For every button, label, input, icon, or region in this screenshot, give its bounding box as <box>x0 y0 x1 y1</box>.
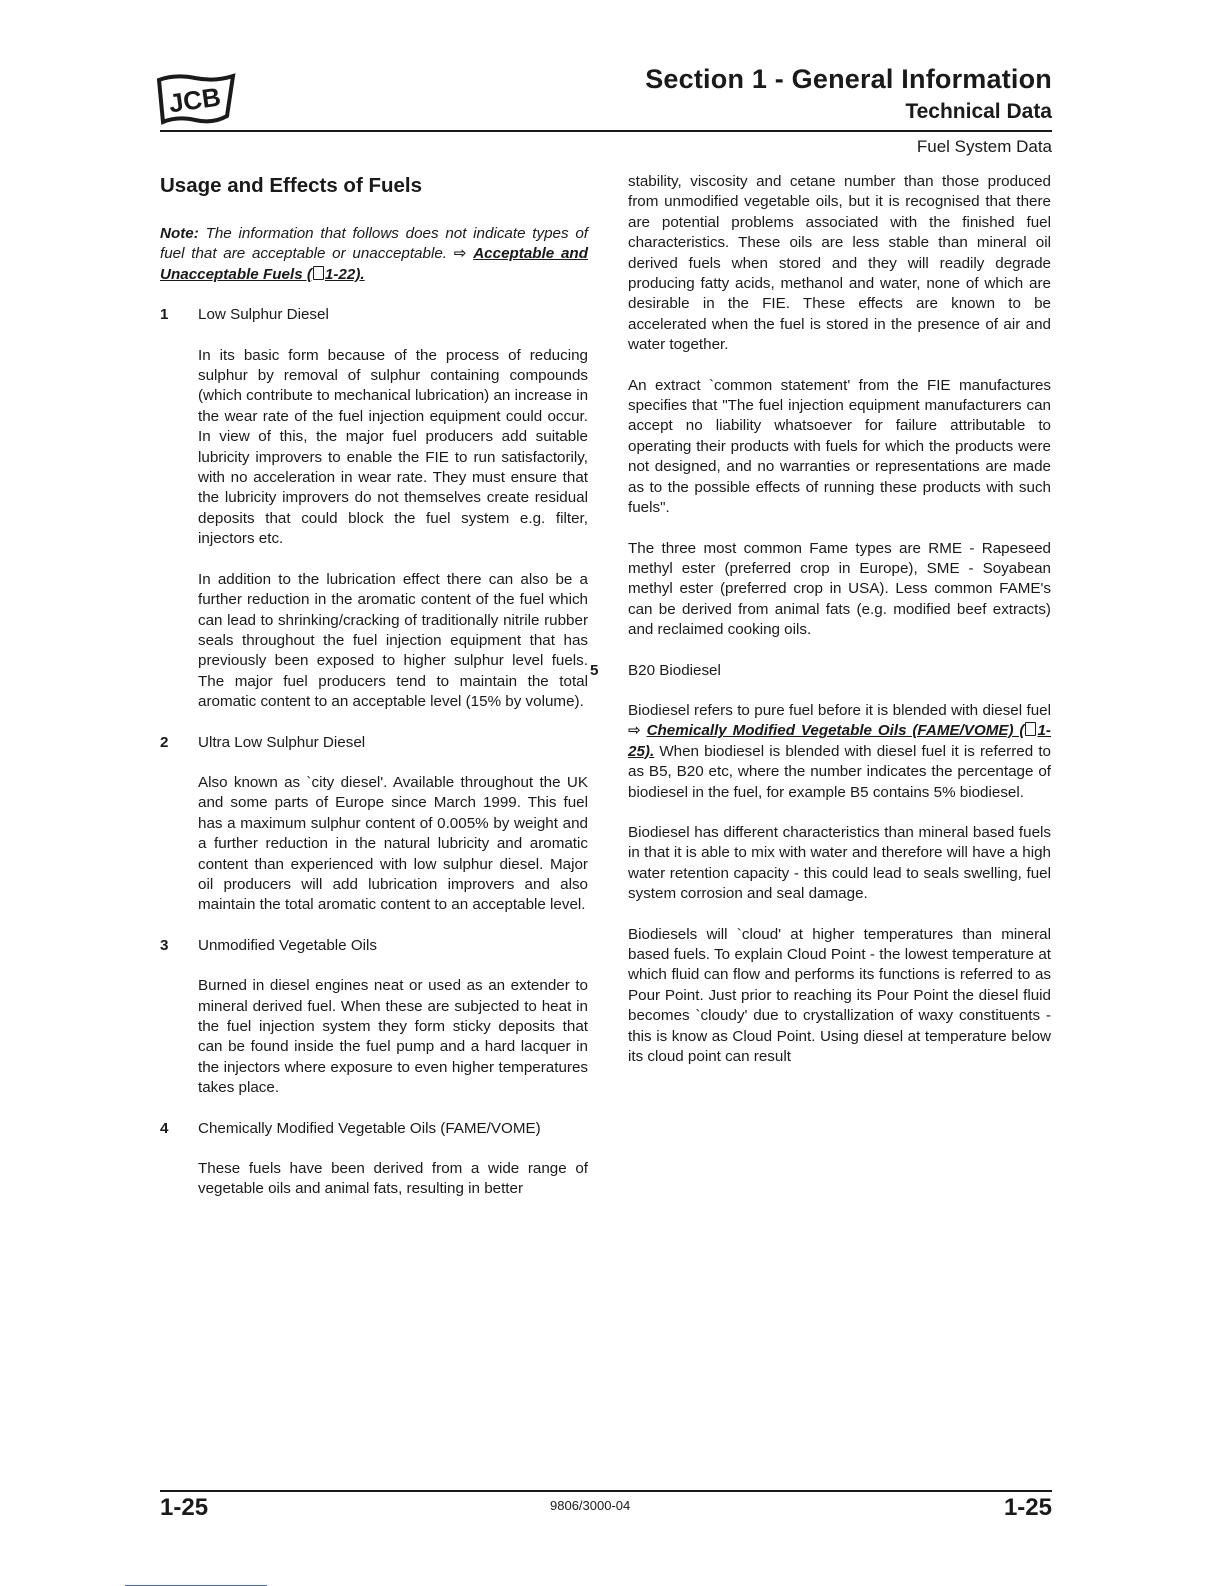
page-number-left: 1-25 <box>160 1494 209 1521</box>
item-title: Chemically Modified Vegetable Oils (FAME/VOME) <box>198 1119 541 1137</box>
item-number: 4 <box>160 1119 169 1137</box>
list-item <box>590 661 1051 681</box>
right-column <box>590 172 1051 1087</box>
chemically-modified-oils-link-text: Chemically Modified Vegetable Oils (FAME/VOME) ( <box>646 722 1025 740</box>
left-column <box>160 172 588 1220</box>
footer-divider <box>160 1490 1052 1492</box>
paragraph-text: Biodiesel refers to pure fuel before it is blended with diesel fuel <box>628 701 1051 719</box>
header-divider <box>160 130 1052 132</box>
document-code: 9806/3000-04 <box>550 1498 631 1513</box>
logo-text: JCB <box>166 81 223 119</box>
sub-title: Technical Data <box>905 100 1052 123</box>
paragraph <box>628 701 1051 803</box>
note-text: The information that follows does not indicate types of fuel that are acceptable or unacceptable. <box>160 225 588 263</box>
acceptable-fuels-link-page: 1-22). <box>324 265 365 283</box>
list-item <box>160 305 588 325</box>
page-heading: Usage and Effects of Fuels <box>160 174 423 197</box>
paragraph: Burned in diesel engines neat or used as an extender to mineral derived fuel. When these are subjected to heat in the fuel injection system they form sticky deposits that can be found inside the fuel pump and a hard lacquer in the injectors where exposure to even higher temperatures takes place. <box>198 977 588 1097</box>
link-arrow-icon: ⇨ <box>628 722 641 740</box>
list-item <box>160 1119 588 1139</box>
paragraph: The three most common Fame types are RME - Rapeseed methyl ester (preferred crop in Europe), SME - Soyabean methyl ester (preferred crop in USA). Less common FAME's can be derived from animal fats (e.g. modified beef extracts) and reclaimed cooking oils. <box>628 539 1051 639</box>
page-ref-icon <box>313 266 324 280</box>
acceptable-fuels-link-text: Acceptable and Unacceptable Fuels ( <box>160 245 588 283</box>
item-title: Unmodified Vegetable Oils <box>198 936 377 954</box>
link-arrow-icon: ⇨ <box>453 245 467 263</box>
paragraph: These fuels have been derived from a wide range of vegetable oils and animal fats, resulting in better <box>198 1160 588 1198</box>
item-number: 5 <box>590 661 599 679</box>
paragraph: Biodiesel has different characteristics than mineral based fuels in that it is able to mix with water and therefore will have a high water retention capacity - this could lead to seals swelling, fuel system corrosion and seal damage. <box>628 823 1051 903</box>
item-5-block <box>590 661 1051 1068</box>
paragraph: Biodiesels will `cloud' at higher temperatures than mineral based fuels. To explain Cloud Point - the lowest temperature at which fluid can flow and performs its functions is referred to as Pour Point. Just prior to reaching its Pour Point the diesel fluid becomes `cloudy' due to crystallization of waxy constituents - this is know as Cloud Point. Using diesel at temperature below its cloud point can result <box>628 925 1051 1066</box>
item-number: 3 <box>160 936 169 954</box>
page-ref-icon <box>1025 722 1036 736</box>
paragraph: stability, viscosity and cetane number than those produced from unmodified vegetable oils, but it is recognised that there are potential problems associated with the finished fuel characteristics. These oils are less stable than mineral oil derived fuels when stored and they will readily degrade producing fatty acids, methanol and water, none of which are desirable in the FIE. These effects are known to be accelerated when the fuel is stored in the presence of air and water together. <box>628 173 1051 354</box>
list-item <box>160 936 588 956</box>
chemically-modified-oils-link-page: 1-25). <box>628 722 1051 760</box>
page-number-right: 1-25 <box>1003 1494 1052 1521</box>
item-title: B20 Biodiesel <box>628 661 721 679</box>
note-label: Note: <box>160 225 199 242</box>
paragraph: In addition to the lubrication effect there can also be a further reduction in the aromatic content of the fuel which can lead to shrinking/cracking of traditionally nitrile rubber seals throughout the fuel injection equipment that has previously been exposed to higher sulphur level fuels. The major fuel producers tend to maintain the total aromatic content to an acceptable level (15% by volume). <box>198 570 588 711</box>
list-item <box>160 733 588 753</box>
item-number: 2 <box>160 733 169 751</box>
item-title: Ultra Low Sulphur Diesel <box>198 733 366 751</box>
paragraph-text: When biodiesel is blended with diesel fuel it is referred to as B5, B20 etc, where the number indicates the percentage of biodiesel in the fuel, for example B5 contains 5% biodiesel. <box>628 742 1051 801</box>
jcb-logo <box>155 72 237 128</box>
paragraph: Also known as `city diesel'. Available throughout the UK and some parts of Europe since March 1999. This fuel has a maximum sulphur content of 0.005% by weight and a further reduction in the natural lubricity and aromatic content than experienced with low sulphur diesel. Major oil producers will add lubrication improvers and also maintain the total aromatic content to an acceptable level. <box>198 773 588 914</box>
paragraph: In its basic form because of the process of reducing sulphur by removal of sulphur containing compounds (which contribute to mechanical lubrication) an increase in the wear rate of the fuel injection equipment could occur. In view of this, the major fuel producers add suitable lubricity improvers to enable the FIE to run satisfactorily, with no acceleration in wear rate. They must ensure that the lubricity improvers do not themselves create residual deposits that could block the fuel system e.g. filter, injectors etc. <box>198 346 589 548</box>
item-title: Low Sulphur Diesel <box>198 306 329 324</box>
section-data-label: Fuel System Data <box>916 137 1052 156</box>
paragraph: An extract `common statement' from the FIE manufactures specifies that "The fuel injection equipment manufacturers can accept no liability whatsoever for failure attributable to operating their products with fuels for which the products were not designed, and no warranties or representations are made as to the possible effects of running these products with such fuels". <box>628 376 1051 517</box>
note <box>160 224 588 285</box>
section-title: Section 1 - General Information <box>645 64 1052 94</box>
item-number: 1 <box>160 306 169 324</box>
